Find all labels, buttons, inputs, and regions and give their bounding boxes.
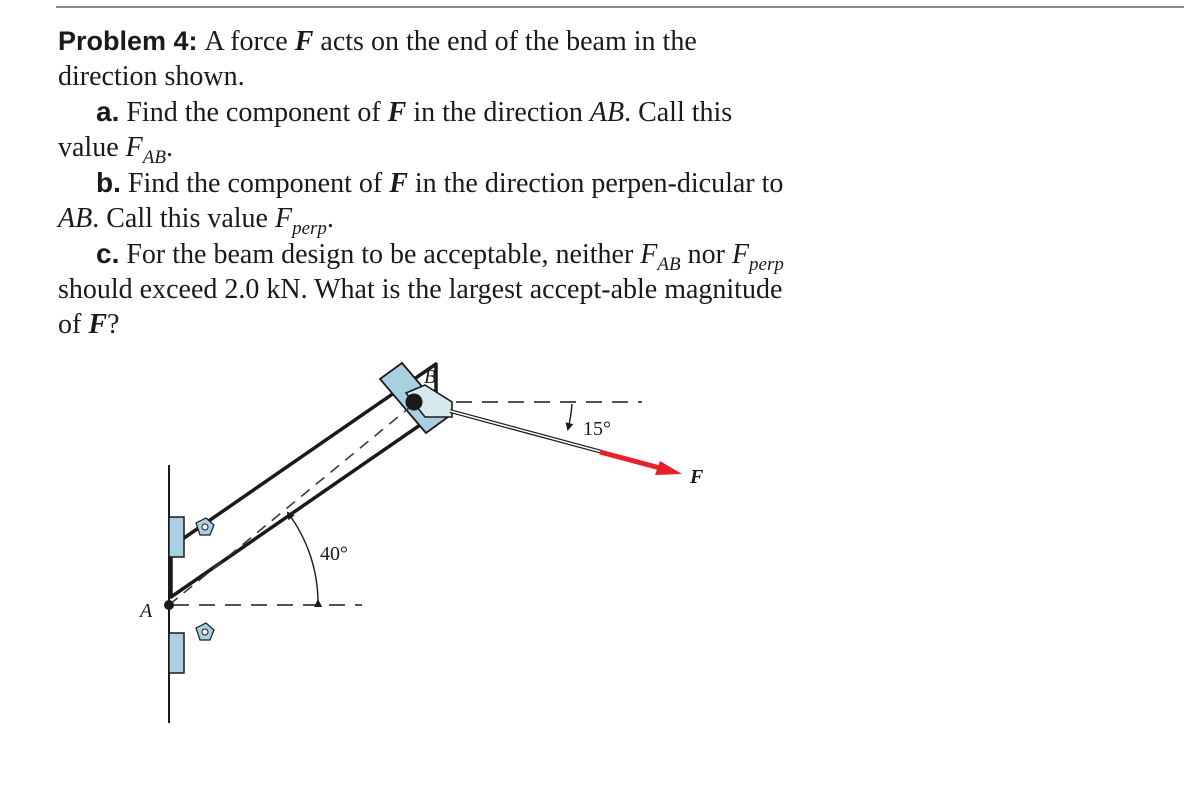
part-b-value-subscript: perp (292, 218, 327, 239)
part-c-label: c. (96, 238, 120, 269)
part-c-symbol-f: F (88, 309, 108, 340)
part-c-symbol-f2: F (731, 239, 750, 270)
part-a-symbol-f: F (387, 97, 407, 128)
problem-heading: Problem 4: (58, 26, 198, 56)
beam-figure (130, 355, 730, 730)
part-b-value-symbol: F (274, 203, 293, 234)
part-c-text-3: should exceed 2.0 kN. What is the largest accept-able magnitude of (58, 274, 783, 340)
part-b-text-1: Find the component of (120, 168, 390, 199)
part-b (58, 165, 798, 239)
part-c (58, 236, 798, 342)
label-a: A (140, 600, 153, 622)
part-c-text-4: ? (107, 309, 120, 340)
part-c-subscript-1: AB (657, 254, 681, 275)
angle-arc-15 (568, 404, 572, 429)
point-a (164, 600, 174, 610)
lower-bracket (169, 633, 184, 673)
part-b-symbol-f: F (389, 168, 408, 199)
problem-text (58, 24, 798, 342)
intro-text-2: acts on the end of the beam in the direction shown. (58, 26, 697, 92)
angle-arc-40 (288, 513, 318, 601)
beam-centerline (169, 403, 415, 605)
part-a-value-subscript: AB (142, 147, 166, 168)
part-b-label: b. (96, 167, 121, 198)
part-a-symbol-ab: AB (589, 97, 625, 128)
pin-b (406, 394, 422, 410)
part-a (58, 94, 798, 168)
part-a-label: a. (96, 96, 120, 127)
part-a-text-4: . (165, 132, 173, 163)
part-c-symbol-f1: F (640, 239, 658, 270)
label-b: B (424, 366, 437, 388)
part-a-text-1: Find the component of (119, 97, 388, 128)
beam-diagram (130, 355, 730, 730)
label-angle-15: 15° (583, 418, 611, 440)
part-c-text-1: For the beam design to be acceptable, neither (119, 239, 641, 270)
label-f: F (690, 466, 704, 488)
lower-bolt-icon (196, 623, 214, 640)
force-arrow-shaft (600, 452, 660, 468)
label-angle-40: 40° (320, 543, 348, 565)
part-b-text-3: . Call this value (92, 203, 275, 234)
problem-intro (58, 24, 798, 94)
intro-symbol-f: F (294, 26, 314, 57)
part-c-subscript-2: perp (749, 254, 784, 275)
part-c-text-2: nor (680, 239, 732, 270)
part-a-value-symbol: F (125, 132, 143, 163)
part-b-text-2: in the direction perpen-dicular to (407, 168, 784, 199)
part-a-text-2: in the direction (406, 97, 590, 128)
top-divider (56, 6, 1184, 8)
part-b-text-4: . (326, 203, 334, 234)
part-b-symbol-ab: AB (58, 203, 93, 234)
intro-text-1: A force (204, 26, 295, 57)
upper-bracket (169, 517, 184, 557)
force-arrow-head (655, 461, 682, 475)
force-rod-highlight (450, 411, 602, 452)
part-a-text-3: . Call this value (58, 97, 733, 163)
